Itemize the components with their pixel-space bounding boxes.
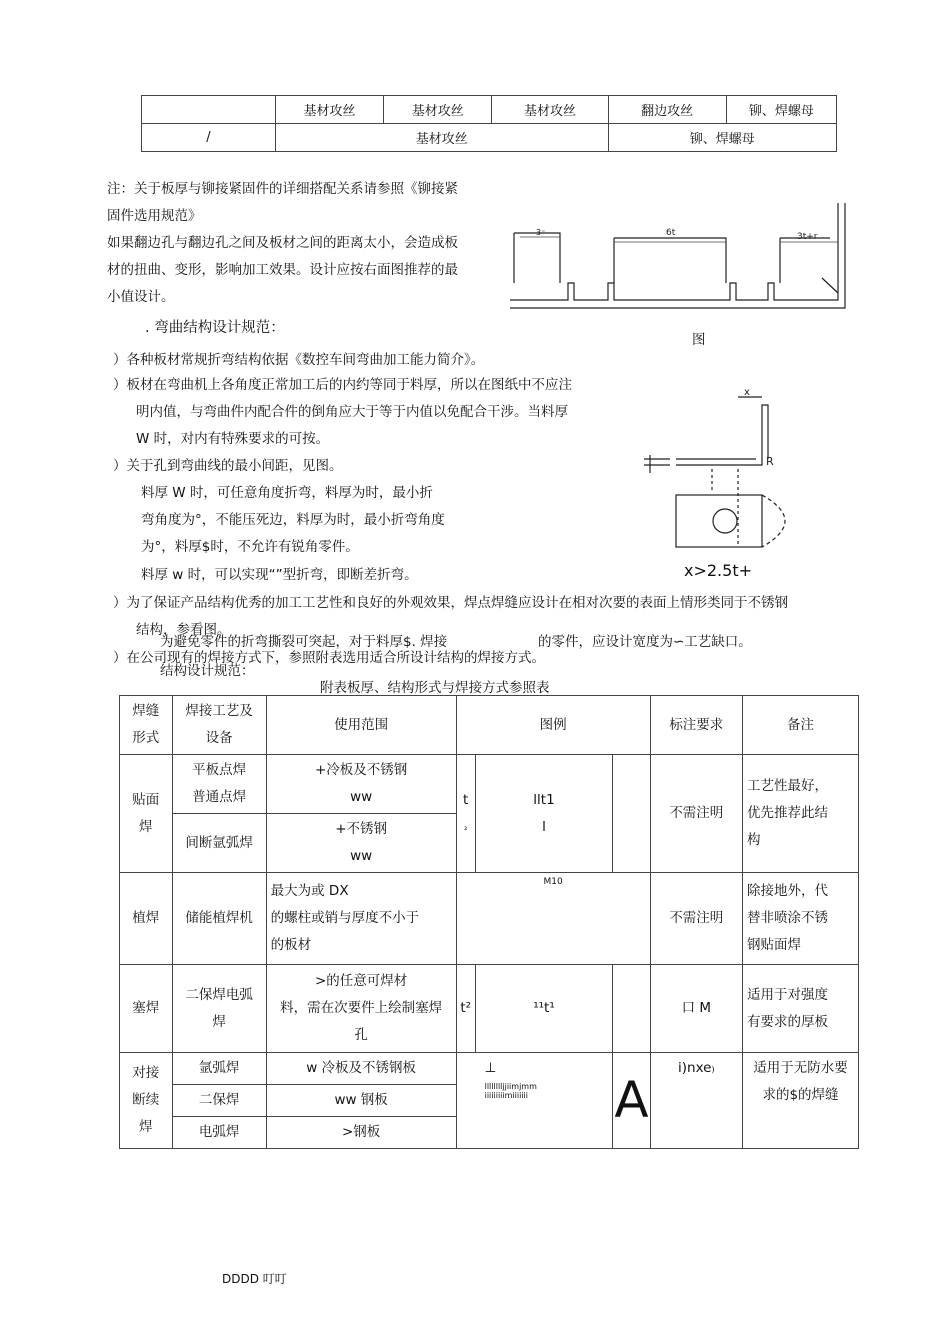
form-cell	[120, 755, 173, 873]
rule-4b: 结构，参看图。	[136, 622, 231, 638]
weld-table-caption: 附表板厚、结构形式与焊接方式参照表	[320, 680, 550, 696]
figure-cell	[613, 965, 650, 1053]
table-cell: 基材攻丝	[275, 124, 608, 152]
cell-text: 优先推荐此结	[747, 805, 828, 821]
note-line: 小值设计。	[107, 289, 175, 305]
process-cell: 储能植焊机	[172, 873, 266, 965]
part-plan-view	[676, 495, 762, 547]
figure1-label-left: 3⁼	[536, 228, 546, 237]
usage-cell	[266, 814, 456, 873]
rule-3c: 为°，料厚$时，不允许有锐角零件。	[141, 539, 359, 555]
rule-2a: ）板材在弯曲机上各角度正常加工后的内约等同于料厚，所以在图纸中不应注	[113, 377, 572, 393]
rule-7: 结构设计规范：	[160, 663, 255, 679]
rule-5a: 为避免零件的折弯撕裂可突起，对于料厚$. 焊接	[160, 634, 448, 650]
bend-arc	[762, 495, 785, 547]
bend-radius-marker	[822, 278, 838, 293]
cell-text: +冷板及不锈钢	[314, 762, 408, 778]
cell-text: +不锈钢	[335, 821, 388, 837]
figure-cell: ¹¹t¹	[475, 965, 613, 1053]
cell-text: 平板点焊	[192, 762, 247, 778]
cell-text: 孔	[354, 1027, 368, 1043]
form-cell: 塞焊	[120, 965, 173, 1053]
process-cell: 间断氩弧焊	[172, 814, 266, 873]
cell-text: i)nxe	[678, 1060, 712, 1076]
table-cell: 基材攻丝	[384, 96, 492, 124]
note-paragraph	[107, 176, 502, 311]
header-text: 焊接工艺及	[185, 703, 253, 719]
usage-cell: w 冷板及不锈钢板	[266, 1053, 456, 1085]
hole-bend-figure	[640, 385, 820, 555]
table-cell: 翻边攻丝	[608, 96, 726, 124]
usage-cell	[266, 965, 456, 1053]
top-table	[141, 95, 837, 152]
cell-text: 对接	[132, 1065, 160, 1081]
table-cell: 铆、焊螺母	[608, 124, 836, 152]
figure-text: iiiiiiiiimiiiiiii	[484, 1091, 528, 1100]
cell-text: ww	[350, 789, 373, 805]
rule-2c: W 时，对内有特殊要求的可按。	[136, 431, 330, 447]
header-text: 焊缝	[132, 703, 160, 719]
mark-cell: 口 M	[650, 965, 742, 1053]
usage-cell: >钢板	[266, 1117, 456, 1149]
process-cell: 电弧焊	[172, 1117, 266, 1149]
cell-text: 适用于对强度	[747, 986, 828, 1003]
header-text: 设备	[205, 730, 233, 746]
cell-text: 料，需在次要件上绘制塞焊	[280, 1000, 443, 1016]
rule-3b: 弯角度为°，不能压死边，料厚为时，最小折弯角度	[141, 512, 445, 528]
note-cell	[743, 1053, 859, 1149]
header-cell: 使用范围	[266, 696, 456, 755]
cell-text: )	[711, 1065, 715, 1074]
figure1-caption: 图	[692, 332, 706, 348]
cell-text: 的螺柱或销与厚度不小于	[270, 910, 420, 926]
form-cell: 植焊	[120, 873, 173, 965]
figure2-label-x: x	[744, 387, 750, 398]
mark-cell	[650, 1053, 742, 1149]
header-cell: 备注	[743, 696, 859, 755]
figure-cell	[475, 755, 613, 873]
table-row	[142, 96, 837, 124]
figure-text: llt1	[533, 791, 555, 808]
cell-text: 断续	[132, 1092, 160, 1108]
cell-text: 焊	[212, 1013, 226, 1030]
usage-cell	[266, 755, 456, 814]
process-cell: 二保焊	[172, 1085, 266, 1117]
table-cell: /	[142, 124, 276, 152]
figure1-label-middle: 6t	[666, 228, 676, 238]
form-cell	[120, 1053, 173, 1149]
rule-3a: 料厚 W 时，可任意角度折弯，料厚为时，最小折	[141, 485, 433, 501]
process-cell: 氩弧焊	[172, 1053, 266, 1085]
figure-letter: A	[614, 1070, 649, 1129]
table-row	[120, 696, 859, 755]
figure-cell	[613, 755, 650, 873]
usage-cell: ww 钢板	[266, 1085, 456, 1117]
table-row	[120, 755, 859, 814]
table-cell: 基材攻丝	[492, 96, 608, 124]
rule-3: ）关于孔到弯曲线的最小间距，见图。	[113, 458, 343, 474]
note-line: 注：关于板厚与铆接紧固件的详细搭配关系请参照《铆接紧	[107, 181, 458, 197]
cell-text: 除接地外，代	[747, 883, 828, 899]
cell-text: 求的$的焊缝	[762, 1087, 839, 1103]
note-cell	[743, 873, 859, 965]
rule-3d: 料厚 w 时，可以实现“”型折弯，即断差折弯。	[141, 567, 418, 583]
figure-text: t	[463, 791, 469, 808]
figure-text: lllllllljjiimjmm	[484, 1082, 537, 1091]
figure-text: ₂	[464, 822, 468, 832]
table-cell: 铆、焊螺母	[726, 96, 836, 124]
note-line: 如果翻边孔与翻边孔之间及板材之间的距离太小，会造成板	[107, 235, 458, 251]
mark-cell: 不需注明	[650, 873, 742, 965]
mark-cell: 不需注明	[650, 755, 742, 873]
middle-nut-outline	[614, 238, 726, 283]
right-nut-outline	[780, 238, 830, 283]
cell-text: 普通点焊	[192, 789, 247, 805]
note-line: 固件选用规范》	[107, 208, 202, 224]
bent-part-side	[676, 405, 768, 465]
rule-2b: 明内值，与弯曲件内配合件的倒角应大于等于内值以免配合干涉。当料厚	[136, 404, 568, 420]
flange-hole-figure	[500, 193, 860, 323]
figure-cell: M10	[456, 873, 650, 965]
rule-5b: 的零件，应设计宽度为∽工艺缺口。	[538, 634, 752, 650]
table-cell: 基材攻丝	[275, 96, 383, 124]
section-heading: . 弯曲结构设计规范：	[145, 320, 285, 336]
hole-circle	[713, 509, 737, 533]
note-cell	[743, 965, 859, 1053]
figure-cell	[456, 1053, 613, 1149]
cell-text: 钢贴面焊	[747, 937, 801, 953]
cell-text: 适用于无防水要	[753, 1060, 848, 1076]
header-cell: 图例	[456, 696, 650, 755]
table-row	[142, 124, 837, 152]
cell-text: 焊	[139, 818, 153, 835]
note-cell	[743, 755, 859, 873]
cell-text: 构	[747, 832, 761, 848]
figure-perp: ⊥	[484, 1060, 497, 1076]
sheet-inner-line	[510, 203, 838, 300]
left-nut-outline	[514, 233, 560, 283]
cell-text: 工艺性最好，	[747, 778, 828, 794]
cell-text: 焊	[139, 1119, 153, 1135]
figure-cell	[456, 755, 475, 873]
cell-text: 有要求的厚板	[747, 1013, 828, 1030]
weld-table	[119, 695, 859, 1149]
page-footer: DDDD 叮叮	[222, 1272, 287, 1286]
header-cell	[172, 696, 266, 755]
table-cell	[142, 96, 276, 124]
rule-6: ）在公司现有的焊接方式下，参照附表选用适合所设计结构的焊接方式。	[113, 650, 545, 666]
figure-cell	[613, 1053, 650, 1149]
usage-cell	[266, 873, 456, 965]
figure-cell: t²	[456, 965, 475, 1053]
header-cell	[120, 696, 173, 755]
rule-4a: ）为了保证产品结构优秀的加工工艺性和良好的外观效果，焊点焊缝应设计在相对次要的表面上情形类同于不锈钢	[113, 595, 788, 611]
process-cell	[172, 965, 266, 1053]
cell-text: ww	[350, 848, 373, 864]
note-line: 材的扭曲、变形，影响加工效果。设计应按右面图推荐的最	[107, 262, 458, 278]
figure2-label-r: R	[766, 455, 774, 468]
figure-text: l	[542, 818, 546, 835]
process-cell	[172, 755, 266, 814]
cell-text: 最大为或 DX	[270, 883, 349, 899]
table-row	[120, 1053, 859, 1085]
cell-text: 贴面	[132, 791, 160, 808]
cell-text: >的任意可焊材	[314, 973, 408, 989]
cell-text: 替非喷涂不锈	[747, 910, 828, 926]
cell-text: 的板材	[270, 937, 312, 953]
rule-1: ）各种板材常规折弯结构依据《数控车间弯曲加工能力简介》。	[113, 352, 485, 368]
cell-text: 二保焊电弧	[185, 986, 253, 1003]
figure2-caption: x>2.5t+	[684, 561, 752, 580]
table-row	[120, 873, 859, 965]
figure1-label-right: 3t+r	[797, 232, 818, 242]
table-row	[120, 965, 859, 1053]
header-cell: 标注要求	[650, 696, 742, 755]
header-text: 形式	[132, 730, 160, 746]
